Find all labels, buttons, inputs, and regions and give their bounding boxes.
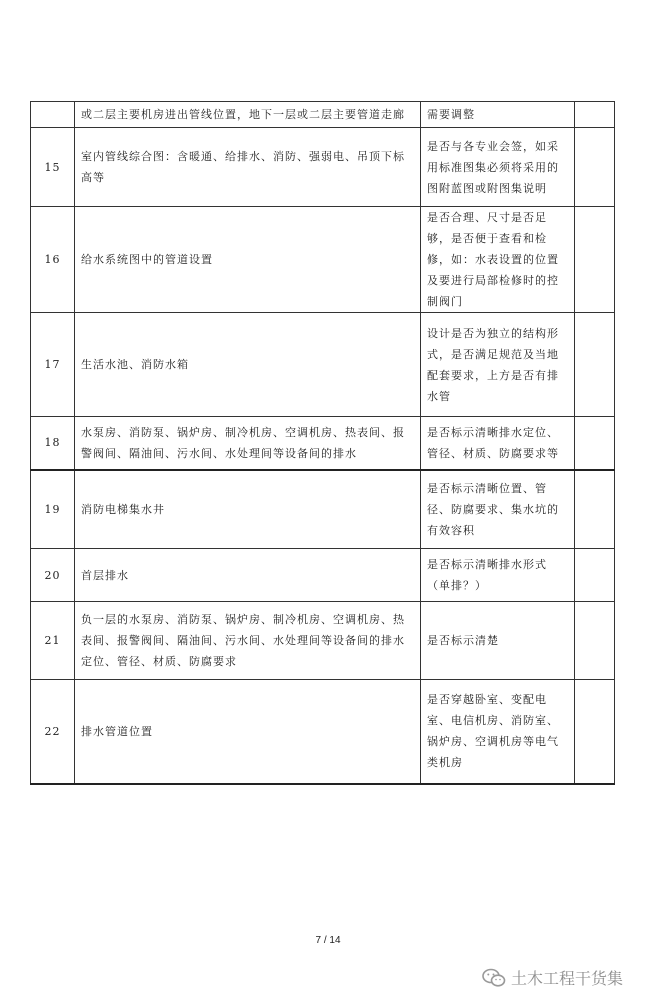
remark-cell xyxy=(575,313,615,417)
review-item: 首层排水 xyxy=(75,549,421,602)
review-requirement: 需要调整 xyxy=(421,102,575,128)
row-number xyxy=(31,102,75,128)
table-row xyxy=(31,417,615,470)
row-number: 19 xyxy=(31,470,75,549)
review-item: 排水管道位置 xyxy=(75,680,421,784)
table-row xyxy=(31,549,615,602)
review-item: 消防电梯集水井 xyxy=(75,470,421,549)
review-requirement: 是否标示清楚 xyxy=(421,602,575,680)
review-item: 生活水池、消防水箱 xyxy=(75,313,421,417)
review-requirement: 是否合理、尺寸是否足够，是否便于查看和检修，如：水表设置的位置及要进行局部检修时的控制阀门 xyxy=(421,207,575,313)
review-item: 负一层的水泵房、消防泵、锅炉房、制冷机房、空调机房、热表间、报警阀间、隔油间、污水间、水处理间等设备间的排水定位、管径、材质、防腐要求 xyxy=(75,602,421,680)
row-number: 18 xyxy=(31,417,75,470)
table-row xyxy=(31,680,615,784)
remark-cell xyxy=(575,417,615,470)
remark-cell xyxy=(575,207,615,313)
table-row xyxy=(31,128,615,207)
wechat-icon xyxy=(482,968,506,988)
remark-cell xyxy=(575,102,615,128)
remark-cell xyxy=(575,549,615,602)
review-requirement: 是否穿越卧室、变配电室、电信机房、消防室、锅炉房、空调机房等电气类机房 xyxy=(421,680,575,784)
table-row xyxy=(31,313,615,417)
remark-cell xyxy=(575,680,615,784)
remark-cell xyxy=(575,470,615,549)
review-item: 给水系统图中的管道设置 xyxy=(75,207,421,313)
row-number: 17 xyxy=(31,313,75,417)
table-row xyxy=(31,207,615,313)
review-requirement: 是否标示清晰排水定位、管径、材质、防腐要求等 xyxy=(421,417,575,470)
remark-cell xyxy=(575,602,615,680)
review-item: 水泵房、消防泵、锅炉房、制冷机房、空调机房、热表间、报警阀间、隔油间、污水间、水处理间等设备间的排水 xyxy=(75,417,421,470)
row-number: 20 xyxy=(31,549,75,602)
review-requirement: 设计是否为独立的结构形式，是否满足规范及当地配套要求，上方是否有排水管 xyxy=(421,313,575,417)
brand-watermark xyxy=(482,966,623,989)
row-number: 22 xyxy=(31,680,75,784)
row-number: 21 xyxy=(31,602,75,680)
review-requirement: 是否与各专业会签，如采用标准图集必须将采用的图附蓝图或附图集说明 xyxy=(421,128,575,207)
review-item: 或二层主要机房进出管线位置，地下一层或二层主要管道走廊 xyxy=(75,102,421,128)
review-requirement: 是否标示清晰排水形式（单排？） xyxy=(421,549,575,602)
table-row xyxy=(31,470,615,549)
remark-cell xyxy=(575,128,615,207)
table-row xyxy=(31,102,615,128)
row-number: 16 xyxy=(31,207,75,313)
review-requirement: 是否标示清晰位置、管径、防腐要求、集水坑的有效容积 xyxy=(421,470,575,549)
table-row xyxy=(31,602,615,680)
review-table xyxy=(30,101,615,785)
review-item: 室内管线综合图：含暖通、给排水、消防、强弱电、吊顶下标高等 xyxy=(75,128,421,207)
row-number: 15 xyxy=(31,128,75,207)
brand-name: 土木工程干货集 xyxy=(511,969,624,988)
page-number: 7 / 14 xyxy=(315,935,341,946)
